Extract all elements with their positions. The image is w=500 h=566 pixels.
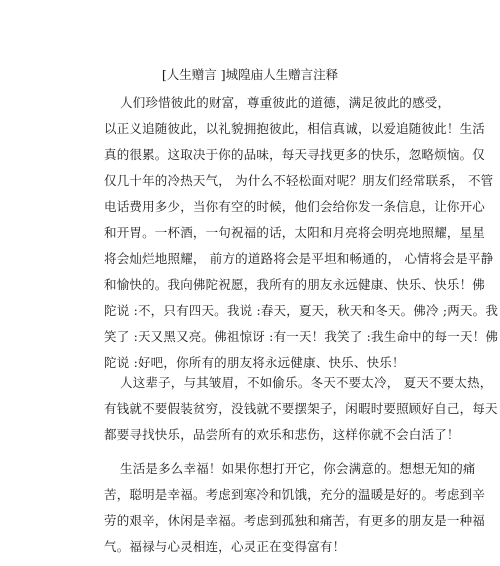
paragraph-line: 都要寻找快乐，品尝所有的欢乐和悲伤，这样你就不会白活了！ xyxy=(104,427,460,442)
paragraph-line: 电话费用多少，当你有空的时候，他们会给你发一条信息，让你开心 xyxy=(104,199,486,214)
paragraph-line: 笑了 :天又黑又亮。佛祖惊讶 :有一天！我笑了 :我生命中的每一天！佛 xyxy=(104,329,499,344)
paragraph-line: 以正义追随彼此，以礼貌拥抱彼此，相信真诚，以爱追随彼此！生活 xyxy=(104,121,486,136)
paragraph-line: 和愉快的。我向佛陀祝愿，我所有的朋友永远健康、快乐、快乐！佛 xyxy=(104,277,486,292)
paragraph-line: 劳的艰辛，休闲是幸福。考虑到孤独和痛苦，有更多的朋友是一种福 xyxy=(104,513,486,528)
paragraph-line: 人这辈子，与其皱眉，不如偷乐。冬天不要太冷， 夏天不要太热， xyxy=(120,375,493,390)
paragraph-line: 将会灿烂地照耀， 前方的道路将会是平坦和畅通的， 心情将会是平静 xyxy=(104,251,494,266)
paragraph-line: 陀说 :不，只有四天。我说 :春天，夏天，秋天和冬天。佛冷 ;两天。我 xyxy=(104,303,499,318)
paragraph-line: 苦，聪明是幸福。考虑到寒冷和饥饿，充分的温暖是好的。考虑到辛 xyxy=(104,487,486,502)
paragraph-line: 有钱就不要假装贫穷，没钱就不要摆架子，闲暇时要照顾好自己，每天 xyxy=(104,401,498,416)
paragraph-line: 陀说 :好吧，你所有的朋友将永远健康、快乐、快乐！ xyxy=(104,355,405,370)
paragraph-line: 生活是多么幸福！如果你想打开它，你会满意的。想想无知的痛 xyxy=(120,461,476,476)
paragraph-line: 仅几十年的冷热天气， 为什么不轻松面对呢？朋友们经常联系， 不管 xyxy=(104,173,494,188)
paragraph-line: 和开胃。一杯酒，一句祝福的话，太阳和月亮将会明亮地照耀，星星 xyxy=(104,225,486,240)
paragraph-line: 人们珍惜彼此的财富，尊重彼此的道德，满足彼此的感受， xyxy=(120,95,451,110)
paragraph-line: 气。福禄与心灵相连，心灵正在变得富有！ xyxy=(104,539,346,554)
paragraph-line: 真的很累。这取决于你的品味，每天寻找更多的快乐，忽略烦恼。仅 xyxy=(104,147,486,162)
document-title: [人生赠言 ]城隍庙人生赠言注释 xyxy=(161,67,339,82)
